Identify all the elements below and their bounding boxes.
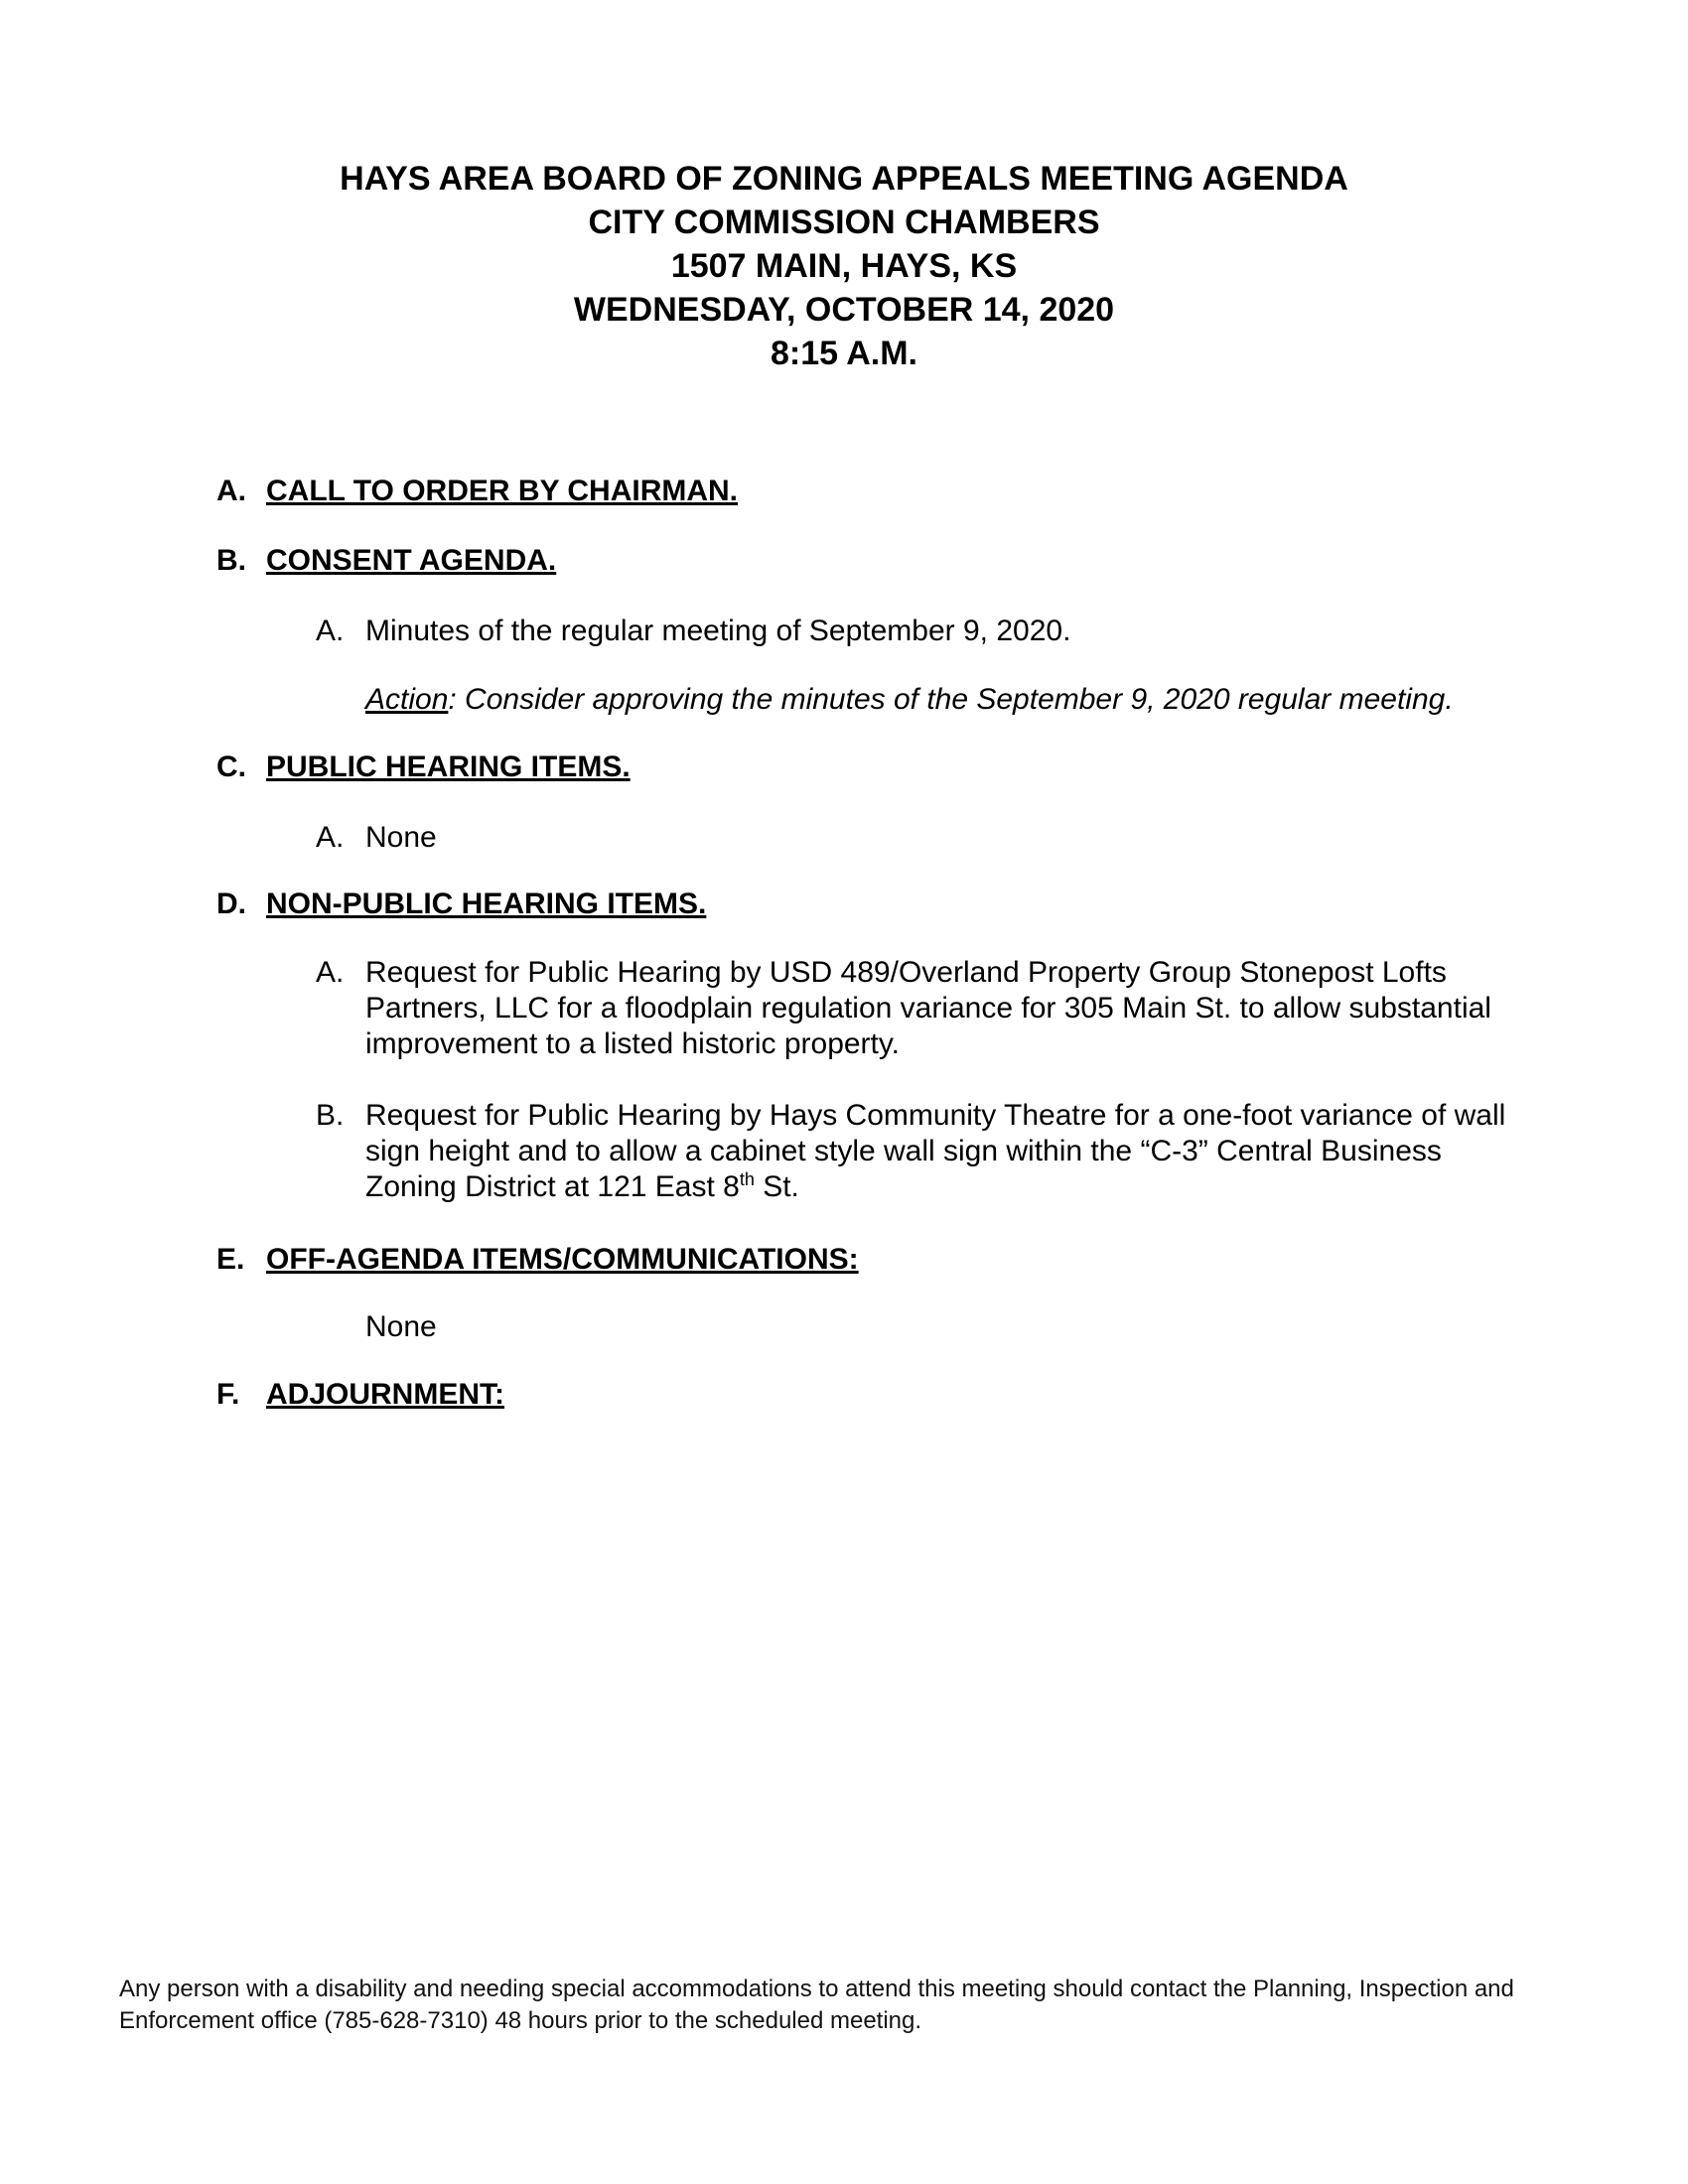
section-title: ADJOURNMENT: xyxy=(266,1378,504,1411)
item-letter: A. xyxy=(316,821,345,854)
section-call-to-order xyxy=(216,475,738,508)
action-text: : Consider approving the minutes of the September 9, 2020 regular meeting. xyxy=(448,683,1454,716)
header-address: 1507 MAIN, HAYS, KS xyxy=(670,247,1018,285)
section-consent-agenda xyxy=(216,544,556,578)
item-text-main: Request for Public Hearing by Hays Community Theatre for a one-foot variance of wall sign height and to allow a cabinet style wall sign within the “C-3” Central Business Zoning District at 121 East 8 xyxy=(365,1099,1506,1203)
item-letter: B. xyxy=(316,1099,345,1132)
ordinal-suffix: th xyxy=(739,1169,755,1189)
item-text: Minutes of the regular meeting of September 9, 2020. xyxy=(365,614,1071,647)
action-label: Action xyxy=(365,683,449,716)
consent-action xyxy=(365,683,1454,717)
public-hearing-item-a xyxy=(316,820,1537,856)
section-letter: A. xyxy=(216,475,246,507)
header-venue: CITY COMMISSION CHAMBERS xyxy=(588,204,1100,241)
section-title: CONSENT AGENDA. xyxy=(266,544,557,577)
section-off-agenda xyxy=(216,1243,859,1277)
non-public-item-b xyxy=(316,1098,1537,1205)
section-title: OFF-AGENDA ITEMS/COMMUNICATIONS: xyxy=(266,1243,859,1276)
section-letter: B. xyxy=(216,544,246,577)
item-text: None xyxy=(365,821,437,854)
item-letter: A. xyxy=(316,614,345,647)
header-date: WEDNESDAY, OCTOBER 14, 2020 xyxy=(573,291,1115,329)
consent-item-a xyxy=(316,614,1537,649)
section-adjournment xyxy=(216,1378,504,1412)
section-title: PUBLIC HEARING ITEMS. xyxy=(266,751,631,783)
item-text: Request for Public Hearing by USD 489/Overland Property Group Stonepost Lofts Partners, LLC for a floodplain regulation variance for 305 Main St. to allow substantial improvement to a listed historic property. xyxy=(365,956,1491,1060)
section-letter: D. xyxy=(216,887,246,920)
agenda-header xyxy=(0,157,1688,375)
off-agenda-text: None xyxy=(365,1310,437,1343)
section-title: CALL TO ORDER BY CHAIRMAN. xyxy=(266,475,739,507)
non-public-item-a xyxy=(316,955,1537,1062)
header-title: HAYS AREA BOARD OF ZONING APPEALS MEETING AGENDA xyxy=(340,160,1348,198)
accessibility-notice: Any person with a disability and needing special accommodations to attend this meeting should contact the Planning, Inspection and Enforcement office (785-628-7310) 48 hours prior to the scheduled meeting. xyxy=(119,1976,1514,2034)
section-title: NON-PUBLIC HEARING ITEMS. xyxy=(266,887,707,920)
section-letter: C. xyxy=(216,751,246,783)
item-text xyxy=(365,1098,1537,1205)
section-letter: E. xyxy=(216,1243,245,1276)
header-time: 8:15 A.M. xyxy=(770,335,917,372)
item-letter: A. xyxy=(316,956,345,989)
section-non-public-hearing xyxy=(216,887,706,921)
section-letter: F. xyxy=(216,1378,240,1411)
item-text-end: St. xyxy=(754,1170,799,1203)
section-public-hearing xyxy=(216,751,631,784)
